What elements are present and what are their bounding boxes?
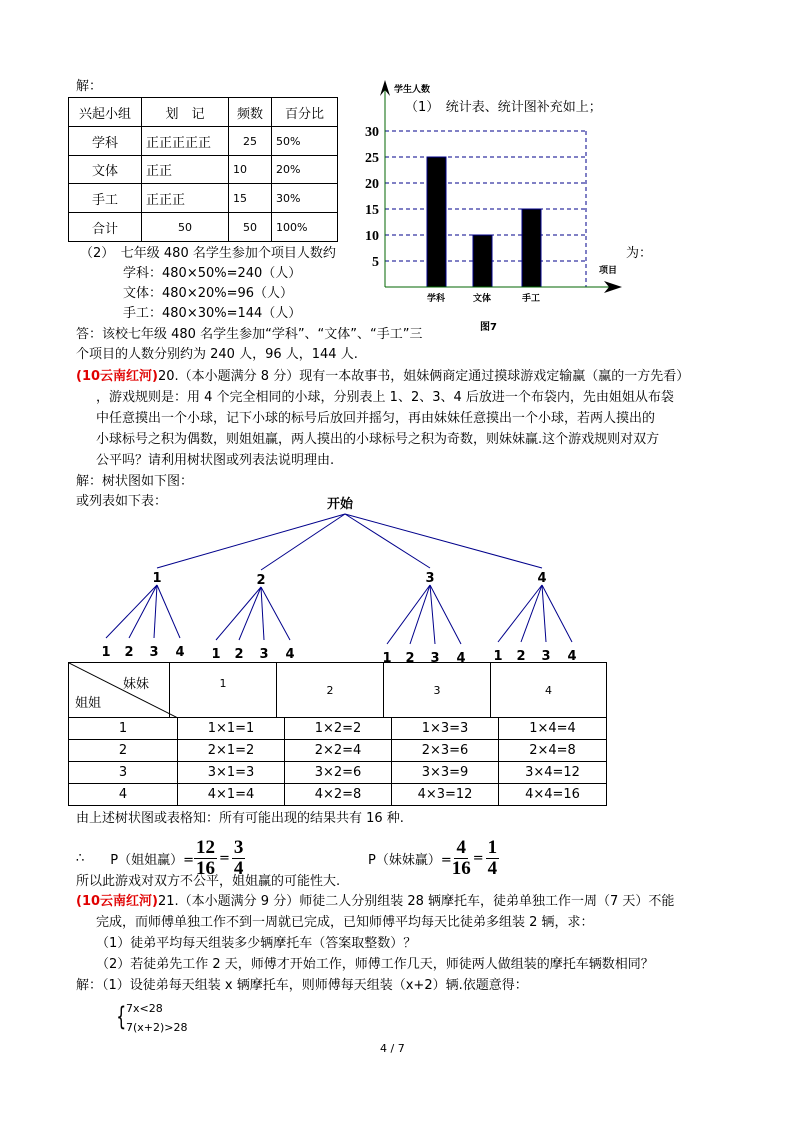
fraction: $\frac{12}{16}$: [196, 837, 216, 879]
cell: 3×3=9: [392, 762, 499, 784]
cell: 3: [69, 762, 178, 784]
answer-line: 个项目的人数分别约为 240 人，96 人，144 人.: [76, 347, 358, 362]
tree-branch: [498, 585, 542, 642]
cell: 50: [142, 213, 229, 242]
y-tick-label: 5: [372, 255, 379, 270]
tree-branch: [521, 585, 542, 642]
cell: 正正: [142, 156, 229, 184]
cell: 2×1=2: [178, 740, 285, 762]
part2-tail: 为：: [626, 246, 653, 261]
cell: 正正正正正: [142, 127, 229, 156]
cell: 学科: [69, 127, 142, 156]
table-row: [69, 762, 607, 784]
therefore-symbol: ∴: [76, 851, 85, 866]
y-tick-label: 15: [365, 203, 379, 218]
cell: 1: [69, 718, 178, 740]
cell: 1×3=3: [392, 718, 499, 740]
cell: 1×2=2: [285, 718, 392, 740]
solution-text: 解：树状图如下图：: [76, 474, 194, 489]
y-tick-label: 20: [365, 177, 379, 192]
tree-branch: [216, 587, 261, 640]
tree-leaf: 1: [493, 649, 503, 664]
tree-leaf: 4: [456, 651, 466, 666]
cell: 2: [69, 740, 178, 762]
y-tick-label: 30: [365, 125, 379, 140]
calc-line: 学科：480×50%=240（人）: [123, 266, 302, 281]
tree-branch: [410, 585, 430, 644]
corner-cell: [69, 663, 170, 718]
th: 兴起小组: [69, 98, 142, 127]
tree-leaf: 2: [405, 651, 415, 666]
answer-line: 答：该校七年级 480 名学生参加“学科”、“文体”、“手工”三: [76, 327, 423, 342]
tree-branch: [542, 585, 546, 642]
q21-line: （2）若徒弟先工作 2 天，师傅才开始工作，师傅工作几天，师徒两人做组装的摩托车辆数相同？: [96, 957, 654, 972]
x-tick-label: 文体: [472, 294, 492, 304]
tree-leaf: 3: [149, 645, 159, 660]
p-younger-label: P（妹妹赢）=: [368, 853, 452, 868]
tree-leaf: 2: [234, 647, 244, 662]
p-sister-label: P（姐姐赢）=: [110, 853, 195, 868]
tree-branch: [345, 514, 542, 568]
tree-leaf: 3: [541, 649, 551, 664]
page-number: 4 / 7: [380, 1042, 405, 1055]
fraction: $\frac{3}{4}$: [233, 837, 244, 879]
th: 频数: [229, 98, 272, 127]
cell: 1×4=4: [499, 718, 607, 740]
th: 划 记: [142, 98, 229, 127]
x-tick-label: 手工: [521, 294, 541, 304]
y-axis-label: 学生人数: [394, 85, 431, 95]
fraction: $\frac{1}{4}$: [487, 837, 498, 879]
document-page: 解： 兴起小组 划 记 频数 百分比 学科 正正正正正 25 50% 文体 正正 10 20% 手工 正正正 15 30% 合计 50 50 100% 5 10 15 20 25 30 学科 文体 手工 学生人数 项目 图7 （1） 统计表、统计图补充如上； （2） 七年级 480 名学生参加个项目人数约 为： 学科：480×50%=240（人） 文体：480×20%=96（人） 手工：480×30%=144（人） 答：该校七年级 480 名学生参加“学科”、“文体”、“手工”三 个项目的人数分别约为 240 人，96 人，144 人. (10云南红河)20.（本小题满分 8 分）现有一本故事书，姐妹俩商定通过摸球游戏定输赢（赢的一方先看） ，游戏规则是：用 4 个完全相同的小球，分别表上 1、2、3、4 后放进一个布袋内，先由姐姐从布袋 中任意摸出一个小球，记下小球的标号后放回并摇匀，再由妹妹任意摸出一个小球，若两人摸出的 小球标号之积为偶数，则姐姐赢，两人摸出的小球标号之积为奇数，则妹妹赢.这个游戏规则对双方 公平吗？请利用树状图或列表法说明理由. 解：树状图如下图： 或列表如下表： 开始 1 1 2 3 4 2 1 2 3 4 3 1 2 3 4 4 1 2 3 4 妹妹 姐姐 1 2 3 4 1 1×1=1 1×2=2 1×3=3 1×4=4 2 2×1=2 2×2=4 2×3=6 2×4=8 3 3×1=3 3×2=6 3×3=9 3×4=12 4 4×1=4 4×2=8 4×3=12 4×4=16 由上述树状图或表格知：所有可能出现的结果共有 16 种. ∴ P（姐姐赢）= $\frac{12}{16}$ = $\frac{3}{4}$ P（妹妹赢）= $\frac{4}{16}$ = $\frac{1}{4}$ 所以此游戏对双方不公平，姐姐赢的可能性大. (10云南红河)21.（本小题满分 9 分）师徒二人分别组装 28 辆摩托车，徒弟单独工作一周（7 天）不能 完成，而师傅单独工作不到一周就已完成，已知师傅平均每天比徒弟多组装 2 辆，求： （1）徒弟平均每天组装多少辆摩托车（答案取整数）？ （2）若徒弟先工作 2 天，师傅才开始工作，师傅工作几天，师徒两人做组装的摩托车辆数相同？ 解：（1）设徒弟每天组装 x 辆摩托车，则师傅每天组装（x+2）辆.依题意得： { 7x<28 7(x+2)>28 4 / 7: [0, 0, 794, 1123]
tree-branch: [157, 585, 180, 638]
solution-text: 或列表如下表：: [76, 494, 168, 509]
q20-line: 中任意摸出一个小球，记下小球的标号后放回并摇匀，再由妹妹任意摸出一个小球，若两人摸出的: [96, 411, 656, 426]
cell: 10: [229, 156, 272, 184]
tree-leaf: 2: [124, 645, 134, 660]
solution-label: 解：: [76, 79, 103, 94]
cell: 4×4=16: [499, 784, 607, 806]
q20-line: 公平吗？请利用树状图或列表法说明理由.: [96, 453, 335, 468]
cell: 15: [229, 184, 272, 213]
table-row: [69, 718, 607, 740]
final-text: 所以此游戏对双方不公平，姐姐赢的可能性大.: [76, 874, 341, 889]
tree-branch: [154, 585, 157, 638]
tree-leaf: 4: [567, 649, 577, 664]
tree-branch: [129, 585, 157, 638]
tree-branch: [261, 587, 290, 640]
cell: 正正正: [142, 184, 229, 213]
tree-node: 4: [537, 571, 547, 586]
corner-top: 妹妹: [122, 677, 149, 692]
cell: 1×1=1: [178, 718, 285, 740]
cell: 合计: [69, 213, 142, 242]
fraction: $\frac{4}{16}$: [451, 837, 471, 879]
tree-node: 3: [425, 571, 435, 586]
cell: 20%: [272, 156, 338, 184]
tree-root: 开始: [326, 497, 354, 512]
tree-branch: [239, 587, 261, 640]
tree-leaf: 3: [259, 647, 269, 662]
tree-leaf: 1: [211, 647, 221, 662]
cell: 3×4=12: [499, 762, 607, 784]
table-row: [69, 784, 607, 806]
inequality: 7(x+2)>28: [126, 1021, 188, 1034]
q21-line: （1）徒弟平均每天组装多少辆摩托车（答案取整数）？: [96, 936, 417, 951]
cell: 100%: [272, 213, 338, 242]
cell: 50%: [272, 127, 338, 156]
tree-leaf: 1: [101, 645, 111, 660]
tree-branch: [261, 587, 264, 640]
y-tick-label: 10: [365, 229, 379, 244]
tree-branch: [387, 585, 430, 644]
tree-node: 1: [152, 571, 162, 586]
part1-text: （1） 统计表、统计图补充如上；: [405, 100, 602, 115]
col-header: 1: [170, 663, 277, 718]
col-header: 2: [277, 663, 384, 718]
cell: 3×2=6: [285, 762, 392, 784]
tree-leaf: 4: [175, 645, 185, 660]
col-header: 4: [491, 663, 607, 718]
cell: 4: [69, 784, 178, 806]
cell: 30%: [272, 184, 338, 213]
q20-line: ，游戏规则是：用 4 个完全相同的小球，分别表上 1、2、3、4 后放进一个布袋内，先由姐姐从布袋: [96, 390, 674, 405]
tree-node: 2: [256, 573, 266, 588]
calc-line: 文体：480×20%=96（人）: [123, 286, 294, 301]
cell: 手工: [69, 184, 142, 213]
q21-line: 21.（本小题满分 9 分）师徒二人分别组装 28 辆摩托车，徒弟单独工作一周（7 天）不能: [157, 894, 675, 909]
col-header: 3: [384, 663, 491, 718]
cell: 4×1=4: [178, 784, 285, 806]
outcome-rows: [68, 717, 607, 806]
x-axis-label: 项目: [599, 266, 618, 276]
brace-icon: {: [116, 1002, 127, 1032]
inequality: 7x<28: [126, 1002, 163, 1015]
cell: 2×4=8: [499, 740, 607, 762]
tree-leaf: 1: [382, 651, 392, 666]
table-row: [69, 740, 607, 762]
q21-line: 解：（1）设徒弟每天组装 x 辆摩托车，则师傅每天组装（x+2）辆.依题意得：: [76, 978, 528, 993]
calc-line: 手工：480×30%=144（人）: [123, 306, 302, 321]
tree-leaf: 4: [285, 647, 295, 662]
q20-line: 小球标号之积为偶数，则姐姐赢，两人摸出的小球标号之积为奇数，则妹妹赢.这个游戏规则对双方: [96, 432, 660, 447]
tree-branch: [542, 585, 572, 642]
cell: 3×1=3: [178, 762, 285, 784]
source-tag: (10云南红河): [76, 369, 158, 384]
cell: 文体: [69, 156, 142, 184]
chart-caption: 图7: [480, 322, 497, 333]
outcome-table: [68, 662, 607, 718]
th: 百分比: [272, 98, 338, 127]
q20-line: 20.（本小题满分 8 分）现有一本故事书，姐妹俩商定通过摸球游戏定输赢（赢的一方先看）: [157, 369, 690, 384]
cell: 25: [229, 127, 272, 156]
tree-leaf: 2: [516, 649, 526, 664]
corner-bottom: 姐姐: [75, 696, 102, 711]
cell: 4×2=8: [285, 784, 392, 806]
tree-branch: [261, 514, 345, 570]
tree-branch: [157, 514, 345, 568]
source-tag: (10云南红河): [76, 894, 158, 909]
tree-branch: [345, 514, 430, 568]
x-tick-label: 学科: [426, 294, 446, 304]
q21-line: 完成，而师傅单独工作不到一周就已完成，已知师傅平均每天比徒弟多组装 2 辆，求：: [96, 915, 594, 930]
cell: 2×2=4: [285, 740, 392, 762]
cell: 50: [229, 213, 272, 242]
tree-leaf: 3: [430, 651, 440, 666]
tree-branch: [106, 585, 157, 638]
y-tick-label: 25: [365, 151, 379, 166]
conclusion-text: 由上述树状图或表格知：所有可能出现的结果共有 16 种.: [76, 811, 404, 826]
cell: 4×3=12: [392, 784, 499, 806]
cell: 2×3=6: [392, 740, 499, 762]
part2-text: （2） 七年级 480 名学生参加个项目人数约: [80, 246, 336, 261]
